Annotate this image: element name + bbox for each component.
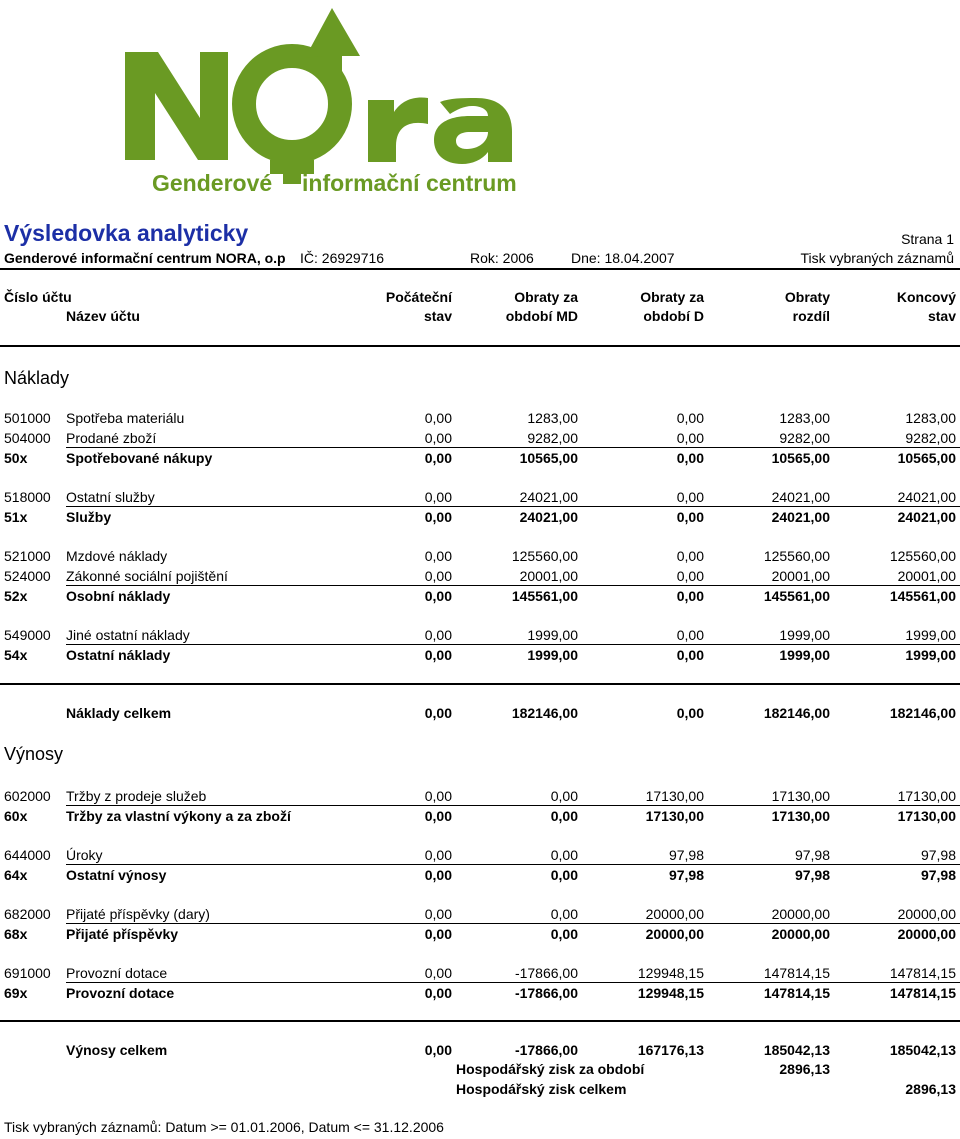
obraty-md: 125560,00	[511, 548, 578, 564]
account-row	[0, 408, 960, 428]
account-number: 64x	[4, 867, 28, 883]
nora-logo	[0, 0, 960, 210]
account-name: Přijaté příspěvky	[66, 926, 179, 942]
koncovy-stav: 20000,00	[897, 906, 956, 922]
vynosy-total-obraty-md: -17866,00	[514, 1042, 578, 1058]
koncovy-stav: 24021,00	[897, 489, 956, 505]
obraty-rozdil: 97,98	[794, 847, 830, 863]
account-row	[0, 428, 960, 448]
pocatecni-stav: 0,00	[424, 926, 452, 942]
account-number: 51x	[4, 509, 28, 525]
account-name: Provozní dotace	[66, 985, 175, 1001]
pocatecni-stav: 0,00	[424, 788, 452, 804]
section-vynosy-heading: Výnosy	[4, 744, 64, 764]
obraty-d: 0,00	[676, 489, 704, 505]
account-row	[0, 546, 960, 566]
col-obraty-d-2: období D	[643, 308, 704, 324]
obraty-rozdil: 10565,00	[771, 450, 830, 466]
obraty-rozdil: 20000,00	[771, 926, 830, 942]
obraty-d: 97,98	[668, 867, 704, 883]
obraty-rozdil: 17130,00	[771, 808, 830, 824]
koncovy-stav: 1999,00	[905, 627, 956, 643]
organization-name: Genderové informační centrum NORA, o.p	[4, 250, 286, 266]
pocatecni-stav: 0,00	[424, 450, 452, 466]
account-number: 60x	[4, 808, 28, 824]
obraty-rozdil: 1999,00	[779, 627, 830, 643]
obraty-d: 17130,00	[645, 788, 704, 804]
naklady-total-obraty-md: 182146,00	[511, 705, 578, 721]
account-number: 50x	[4, 450, 28, 466]
account-name: Jiné ostatní náklady	[66, 627, 190, 643]
obraty-md: 9282,00	[527, 430, 578, 446]
naklady-total-row	[0, 703, 960, 723]
subtotal-underline	[66, 447, 960, 448]
koncovy-stav: 17130,00	[897, 788, 956, 804]
account-number: 602000	[4, 788, 51, 804]
obraty-md: 1999,00	[527, 647, 578, 663]
koncovy-stav: 147814,15	[889, 965, 956, 981]
koncovy-stav: 147814,15	[889, 985, 956, 1001]
profit-period-label: Hospodářský zisk za období	[456, 1061, 645, 1077]
obraty-rozdil: 97,98	[794, 867, 830, 883]
obraty-md: 0,00	[550, 788, 578, 804]
obraty-md: 10565,00	[519, 450, 578, 466]
obraty-md: 1999,00	[527, 627, 578, 643]
account-row	[0, 963, 960, 983]
account-name: Ostatní výnosy	[66, 867, 167, 883]
obraty-d: 17130,00	[645, 808, 704, 824]
subtotal-row	[0, 806, 960, 826]
account-row	[0, 487, 960, 507]
profit-period-value: 2896,13	[779, 1061, 830, 1077]
account-number: 54x	[4, 647, 28, 663]
account-number: 691000	[4, 965, 51, 981]
subtotal-underline	[66, 585, 960, 586]
col-koncovy-1: Koncový	[896, 289, 956, 305]
vynosy-total-row	[0, 1040, 960, 1060]
obraty-rozdil: 147814,15	[763, 965, 830, 981]
koncovy-stav: 145561,00	[889, 588, 956, 604]
obraty-md: 20001,00	[519, 568, 578, 584]
obraty-rozdil: 125560,00	[763, 548, 830, 564]
vynosy-total-koncovy: 185042,13	[889, 1042, 956, 1058]
koncovy-stav: 9282,00	[905, 430, 956, 446]
obraty-d: 97,98	[668, 847, 704, 863]
naklady-total-obraty-d: 0,00	[676, 705, 704, 721]
pocatecni-stav: 0,00	[424, 808, 452, 824]
vynosy-total-divider	[0, 1020, 960, 1022]
account-name: Ostatní náklady	[66, 647, 171, 663]
pocatecni-stav: 0,00	[424, 906, 452, 922]
obraty-md: 0,00	[550, 847, 578, 863]
obraty-md: -17866,00	[514, 985, 578, 1001]
koncovy-stav: 1999,00	[905, 647, 956, 663]
col-nazev-uctu: Název účtu	[66, 308, 140, 324]
year: Rok: 2006	[470, 250, 534, 266]
account-row	[0, 786, 960, 806]
koncovy-stav: 20000,00	[897, 926, 956, 942]
koncovy-stav: 97,98	[920, 847, 956, 863]
obraty-d: 0,00	[676, 588, 704, 604]
koncovy-stav: 24021,00	[897, 509, 956, 525]
ic-number: IČ: 26929716	[300, 250, 385, 266]
koncovy-stav: 17130,00	[897, 808, 956, 824]
logo-tagline-right: informační centrum	[302, 170, 517, 196]
account-number: 682000	[4, 906, 51, 922]
vynosy-total-obraty-d: 167176,13	[637, 1042, 704, 1058]
naklady-total-label: Náklady celkem	[66, 705, 172, 721]
obraty-md: 145561,00	[511, 588, 578, 604]
pocatecni-stav: 0,00	[424, 568, 452, 584]
pocatecni-stav: 0,00	[424, 627, 452, 643]
subtotal-underline	[66, 923, 960, 924]
pocatecni-stav: 0,00	[424, 985, 452, 1001]
obraty-rozdil: 20000,00	[771, 906, 830, 922]
subtotal-row	[0, 983, 960, 1003]
koncovy-stav: 1283,00	[905, 410, 956, 426]
pocatecni-stav: 0,00	[424, 867, 452, 883]
obraty-rozdil: 145561,00	[763, 588, 830, 604]
koncovy-stav: 125560,00	[889, 548, 956, 564]
profit-total-label: Hospodářský zisk celkem	[456, 1081, 627, 1097]
subtotal-underline	[66, 805, 960, 806]
account-row	[0, 845, 960, 865]
naklady-total-rozdil: 182146,00	[763, 705, 830, 721]
account-number: 549000	[4, 627, 51, 643]
subtotal-underline	[66, 864, 960, 865]
account-number: 644000	[4, 847, 51, 863]
obraty-d: 0,00	[676, 647, 704, 663]
col-koncovy-2: stav	[927, 308, 956, 324]
obraty-rozdil: 1999,00	[779, 647, 830, 663]
subtotal-row	[0, 507, 960, 527]
account-row	[0, 625, 960, 645]
account-number: 69x	[4, 985, 28, 1001]
obraty-rozdil: 24021,00	[771, 509, 830, 525]
pocatecni-stav: 0,00	[424, 489, 452, 505]
obraty-md: 0,00	[550, 906, 578, 922]
subtotal-row	[0, 924, 960, 944]
obraty-md: 24021,00	[519, 489, 578, 505]
account-number: 521000	[4, 548, 51, 564]
account-number: 518000	[4, 489, 51, 505]
profit-total-value: 2896,13	[905, 1081, 956, 1097]
column-header-divider	[0, 345, 960, 347]
account-name: Zákonné sociální pojištění	[66, 568, 228, 584]
obraty-d: 0,00	[676, 627, 704, 643]
obraty-d: 0,00	[676, 430, 704, 446]
account-name: Mzdové náklady	[66, 548, 168, 564]
logo-tagline-left: Genderové	[152, 170, 273, 196]
obraty-md: 0,00	[550, 926, 578, 942]
obraty-d: 20000,00	[645, 926, 704, 942]
obraty-rozdil: 20001,00	[771, 568, 830, 584]
page-number: Strana 1	[901, 231, 954, 247]
pocatecni-stav: 0,00	[424, 410, 452, 426]
col-rozdil-1: Obraty	[784, 289, 830, 305]
account-name: Spotřebované nákupy	[66, 450, 213, 466]
account-name: Služby	[66, 509, 112, 525]
naklady-total-divider	[0, 683, 960, 685]
obraty-d: 0,00	[676, 568, 704, 584]
col-rozdil-2: rozdíl	[792, 308, 830, 324]
account-name: Ostatní služby	[66, 489, 155, 505]
account-number: 52x	[4, 588, 28, 604]
report-title: Výsledovka analyticky	[4, 220, 249, 246]
obraty-rozdil: 17130,00	[771, 788, 830, 804]
obraty-md: 24021,00	[519, 509, 578, 525]
selection-filter-note: Tisk vybraných záznamů: Datum >= 01.01.2006, Datum <= 31.12.2006	[4, 1119, 444, 1135]
obraty-d: 0,00	[676, 509, 704, 525]
account-row	[0, 566, 960, 586]
account-name: Spotřeba materiálu	[66, 410, 185, 426]
obraty-d: 0,00	[676, 548, 704, 564]
account-number: 504000	[4, 430, 51, 446]
pocatecni-stav: 0,00	[424, 430, 452, 446]
pocatecni-stav: 0,00	[424, 548, 452, 564]
vynosy-total-pocatecni: 0,00	[424, 1042, 452, 1058]
account-number: 524000	[4, 568, 51, 584]
account-name: Tržby za vlastní výkony a za zboží	[66, 808, 291, 824]
col-obraty-md-2: období MD	[505, 308, 578, 324]
obraty-md: 0,00	[550, 808, 578, 824]
account-name: Úroky	[66, 847, 103, 863]
pocatecni-stav: 0,00	[424, 509, 452, 525]
obraty-rozdil: 24021,00	[771, 489, 830, 505]
obraty-d: 129948,15	[637, 965, 704, 981]
obraty-d: 20000,00	[645, 906, 704, 922]
obraty-rozdil: 147814,15	[763, 985, 830, 1001]
col-obraty-md-1: Obraty za	[514, 289, 578, 305]
obraty-md: 0,00	[550, 867, 578, 883]
account-name: Přijaté příspěvky (dary)	[66, 906, 210, 922]
print-selection-label: Tisk vybraných záznamů	[800, 250, 954, 266]
subtotal-underline	[66, 982, 960, 983]
naklady-total-koncovy: 182146,00	[889, 705, 956, 721]
obraty-d: 0,00	[676, 410, 704, 426]
account-number: 501000	[4, 410, 51, 426]
pocatecni-stav: 0,00	[424, 647, 452, 663]
pocatecni-stav: 0,00	[424, 588, 452, 604]
col-obraty-d-1: Obraty za	[640, 289, 704, 305]
subtotal-row	[0, 586, 960, 606]
naklady-total-pocatecni: 0,00	[424, 705, 452, 721]
obraty-d: 129948,15	[637, 985, 704, 1001]
section-naklady-heading: Náklady	[4, 368, 70, 388]
header-divider	[0, 268, 960, 270]
obraty-rozdil: 9282,00	[779, 430, 830, 446]
account-name: Tržby z prodeje služeb	[66, 788, 207, 804]
koncovy-stav: 10565,00	[897, 450, 956, 466]
obraty-md: 1283,00	[527, 410, 578, 426]
obraty-md: -17866,00	[514, 965, 578, 981]
obraty-d: 0,00	[676, 450, 704, 466]
col-cislo-uctu: Číslo účtu	[4, 289, 72, 305]
koncovy-stav: 97,98	[920, 867, 956, 883]
account-name: Prodané zboží	[66, 430, 157, 446]
subtotal-row	[0, 865, 960, 885]
obraty-rozdil: 1283,00	[779, 410, 830, 426]
pocatecni-stav: 0,00	[424, 965, 452, 981]
print-date: Dne: 18.04.2007	[571, 250, 675, 266]
col-pocatecni-1: Počáteční	[385, 289, 452, 305]
account-row	[0, 904, 960, 924]
account-number: 68x	[4, 926, 28, 942]
vynosy-total-rozdil: 185042,13	[763, 1042, 830, 1058]
subtotal-underline	[66, 644, 960, 645]
koncovy-stav: 20001,00	[897, 568, 956, 584]
account-name: Provozní dotace	[66, 965, 168, 981]
subtotal-underline	[66, 506, 960, 507]
account-name: Osobní náklady	[66, 588, 171, 604]
subtotal-row	[0, 645, 960, 665]
pocatecni-stav: 0,00	[424, 847, 452, 863]
vynosy-total-label: Výnosy celkem	[66, 1042, 168, 1058]
col-pocatecni-2: stav	[423, 308, 452, 324]
subtotal-row	[0, 448, 960, 468]
